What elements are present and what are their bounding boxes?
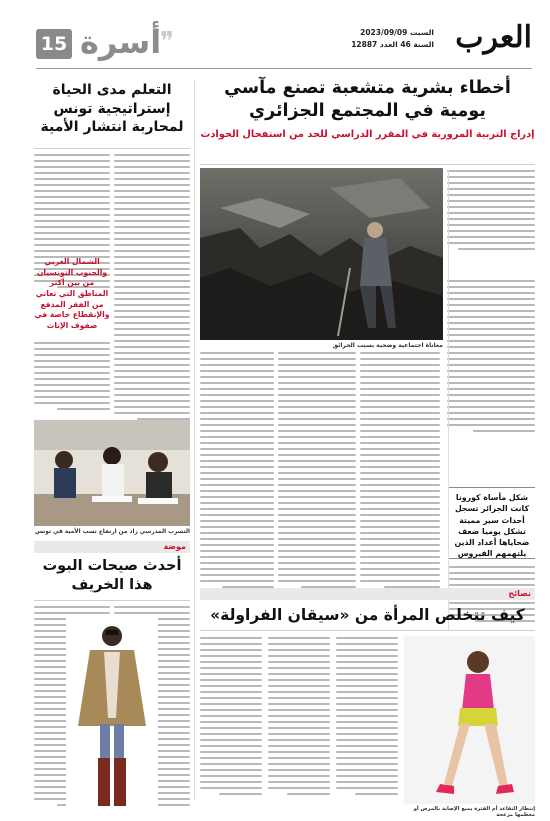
- section-title: أسرة: [80, 23, 162, 61]
- main-article-pullquote: شكل مأساة كورونا كانت الجزائر تسجل أحداث سير مميتة تشكل يوميا ضعف ضحاياها أعداد الذين يلتهمهم الفيروس: [454, 493, 530, 559]
- side-photo-caption: التسرب المدرسي زاد من ارتفاع نسب الأمية في تونس: [34, 529, 190, 535]
- side-article-title-line1: التعلم مدى الحياة: [52, 82, 172, 98]
- side-article-pullquote: الشمال الغربي والجنوب التونسيان من بين أكثر المناطق التي تعاني من الفقر المدقع والإنقطاع خاصة في صفوف الإناث: [34, 257, 110, 330]
- main-article-title-line2: يومية في المجتمع الجزائري: [249, 100, 486, 121]
- classroom-image: [34, 420, 190, 526]
- page-number: 15: [40, 33, 68, 55]
- main-article-column-c: [278, 352, 356, 588]
- side-article-title-line2: إستراتيجية تونس: [53, 100, 171, 117]
- side-article-header: [34, 82, 190, 136]
- burnt-ruins-image: [200, 168, 443, 340]
- tips-column-b: [268, 637, 330, 795]
- tips-title: كيف تتخلص المرأة من «سيقان الفراولة»: [210, 606, 525, 624]
- main-article-subtitle: إدراج التربية المرورية في المقرر الدراسي للحد من استفحال الحوادث: [200, 129, 535, 141]
- fashion-photo: [66, 618, 158, 812]
- tips-column-a: [200, 637, 262, 795]
- fashion-title-line1: أحدث صيحات البوت: [42, 558, 182, 574]
- main-article-column-a: [447, 280, 535, 432]
- fashion-title-line2: هذا الخريف: [71, 577, 153, 594]
- newspaper-logo: العرب: [455, 20, 532, 55]
- side-article-column-c: [114, 262, 190, 420]
- tips-label-text: نصائح: [508, 589, 531, 598]
- fashion-label-text: موضة: [163, 542, 186, 551]
- main-article-column-b: [360, 352, 440, 588]
- side-article-title-line3: لمحاربة انتشار الأمية: [40, 119, 184, 136]
- page-number-badge: [36, 29, 72, 59]
- tips-section-label: [200, 588, 535, 600]
- issue-number: السنة 46 العدد 12887: [351, 40, 434, 49]
- fashion-header: [34, 558, 190, 594]
- tips-photo-caption: إنتظار التقاعد أم الفترة يمنع الإصابة بالمرض أو معظمها مزعجة: [413, 806, 535, 818]
- fashion-section-label: [34, 541, 190, 553]
- main-article-photo: [200, 168, 443, 340]
- issue-date: السبت 2023/09/09: [360, 28, 434, 37]
- side-article-column-d: [34, 342, 110, 410]
- masthead: [0, 0, 550, 72]
- boots-model-image: [66, 618, 158, 812]
- main-article-title-line1: أخطاء بشرية متشعبة تصنع مآسي: [224, 78, 511, 98]
- main-article-column-d: [200, 352, 274, 588]
- main-article-intro-text: [447, 170, 535, 250]
- main-article-header: [200, 78, 535, 142]
- quote-icon: ❞: [160, 27, 174, 57]
- woman-legs-image: [404, 636, 535, 804]
- tips-column-c: [336, 637, 398, 795]
- tips-photo: [404, 636, 535, 804]
- main-photo-caption: معاناة اجتماعية وضحية بسبب الحرائق: [332, 342, 443, 349]
- side-article-photo: [34, 420, 190, 526]
